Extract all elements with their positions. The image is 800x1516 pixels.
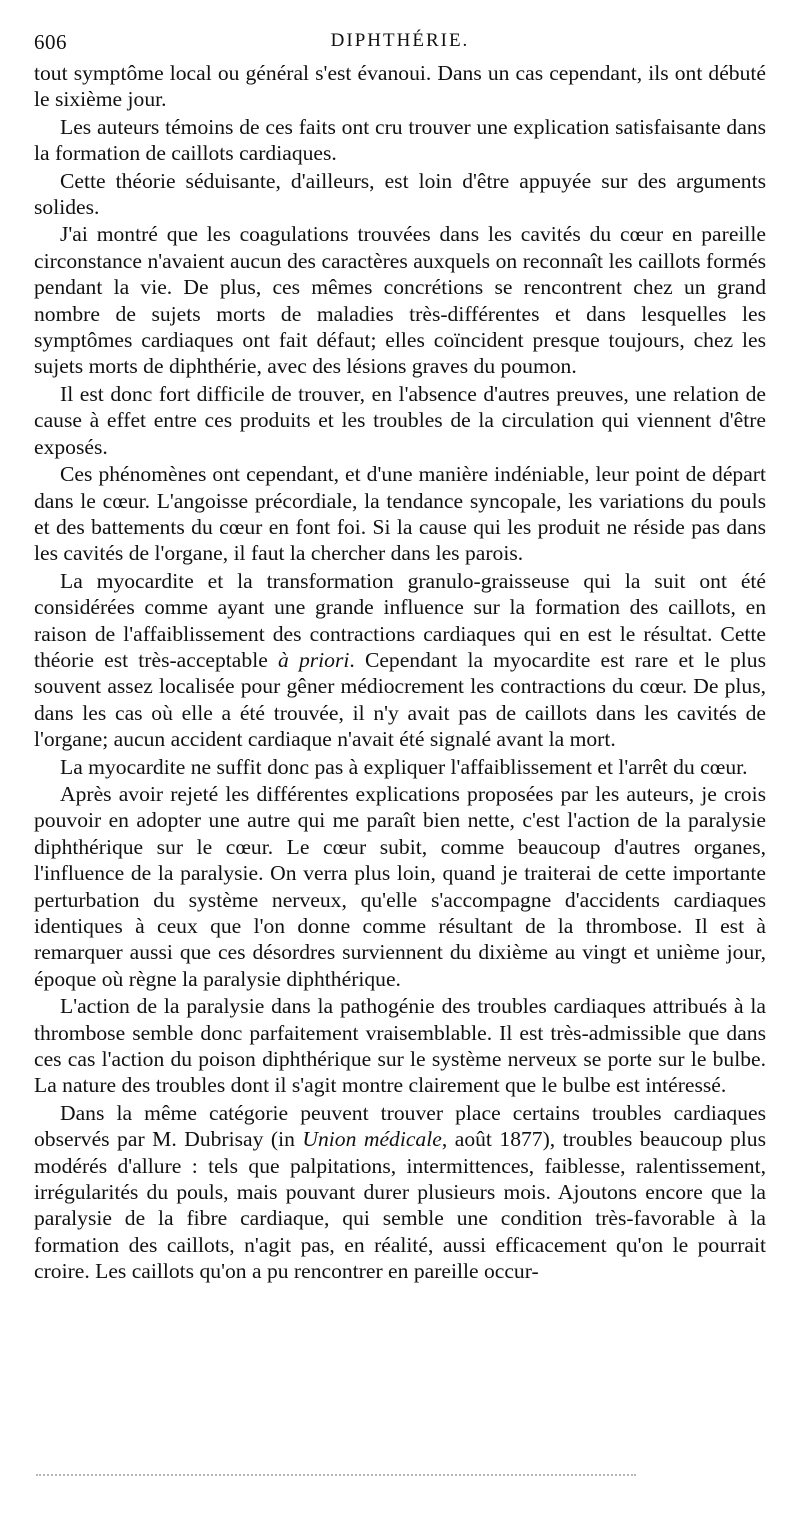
paragraph-text: J'ai montré que les coagulations trouvées dans les cavités du cœur en pareille circonstance n'avaient aucun des caractères auxquels on reconnaît les caillots formés pendant la vie. De plus, ces mêmes concrétions se rencontrent chez un grand nombre de sujets morts de maladies très-différentes et dans lesquelles les symptômes cardiaques ont fait défaut; elles coïncident presque toujours, chez les sujets morts de diphthérie, avec des lésions graves du poumon. [34, 222, 766, 379]
body-text [34, 60, 766, 1285]
paragraph [34, 1100, 766, 1285]
footer-dotted-rule [36, 1474, 636, 1478]
paragraph [34, 754, 766, 780]
paragraph [34, 461, 766, 567]
paragraph-text: La myocardite ne suffit donc pas à expliquer l'affaiblissement et l'arrêt du cœur. [60, 754, 748, 779]
italic-text: à priori [277, 647, 350, 672]
paragraph [34, 993, 766, 1099]
paragraph [34, 114, 766, 167]
paragraph-text: L'action de la paralysie dans la pathogénie des troubles cardiaques attribués à la thrombose semble donc parfaitement vraisemblable. Il est très-admissible que dans ces cas l'action du poison diphthérique sur le système nerveux se porte sur le bulbe. La nature des troubles dont il s'agit montre clairement que le bulbe est intéressé. [34, 994, 766, 1098]
paragraph-text: Dans la même catégorie peuvent trouver place certains troubles cardiaques observés par M. Dubrisay (in [34, 1100, 766, 1152]
paragraph [34, 568, 766, 753]
running-head [34, 26, 766, 60]
paragraph-text: Ces phénomènes ont cependant, et d'une manière indéniable, leur point de départ dans le cœur. L'angoisse précordiale, la tendance syncopale, les variations du pouls et des battements du cœur en font foi. Si la cause qui les produit ne réside pas dans les cavités de l'organe, il faut la chercher dans les parois. [34, 462, 766, 566]
paragraph-text: Les auteurs témoins de ces faits ont cru trouver une explication satisfaisante dans la formation de caillots cardiaques. [34, 114, 766, 166]
paragraph [34, 381, 766, 460]
running-title: DIPHTHÉRIE. [330, 30, 470, 51]
page-number: 606 [34, 30, 67, 54]
paragraph-text: . Cependant la myocardite est rare et le plus souvent assez localisée pour gêner médiocrement les contractions du cœur. De plus, dans les cas où elle a été trouvée, il n'y avait pas de caillots dans les cavités de l'organe; aucun accident cardiaque n'avait été signalé avant la mort. [34, 647, 766, 752]
paragraph [34, 221, 766, 379]
paragraph [34, 60, 766, 113]
paragraph-text: Après avoir rejeté les différentes explications proposées par les auteurs, je crois pouvoir en adopter une autre qui me paraît bien nette, c'est l'action de la paralysie diphthérique sur le cœur. Le cœur subit, comme beaucoup d'autres organes, l'influence de la paralysie. On verra plus loin, quand je traiterai de cette importante perturbation du système nerveux, qu'elle s'accompagne d'accidents cardiaques identiques à ceux que l'on donne comme résultant de la thrombose. Il est à remarquer aussi que ces désordres surviennent du dixième au vingt et unième jour, époque où règne la paralysie diphthérique. [34, 781, 766, 991]
book-page [34, 26, 766, 1285]
paragraph-text: La myocardite et la transformation granulo-graisseuse qui la suit ont été considérées comme ayant une grande influence sur la formation des caillots, en raison de l'affaiblissement des contractions cardiaques qui en est le résultat. Cette théorie est très-acceptable [34, 568, 766, 672]
italic-text: Union médicale [302, 1127, 442, 1152]
paragraph-text: , août 1877), troubles beaucoup plus modérés d'allure : tels que palpitations, intermittences, faiblesse, ralentissement, irrégularités du pouls, mais pouvant durer plusieurs mois. Ajoutons encore que la paralysie de la fibre cardiaque, qui semble une condition très-favorable à la formation des caillots, n'agit pas, en réalité, aussi efficacement qu'on le pourrait croire. Les caillots qu'on a pu rencontrer en pareille occur- [34, 1127, 766, 1284]
paragraph-text: Cette théorie séduisante, d'ailleurs, est loin d'être appuyée sur des arguments solides. [34, 168, 766, 220]
paragraph-text: Il est donc fort difficile de trouver, en l'absence d'autres preuves, une relation de cause à effet entre ces produits et les troubles de la circulation qui viennent d'être exposés. [34, 381, 766, 459]
paragraph [34, 781, 766, 992]
paragraph-text: tout symptôme local ou général s'est évanoui. Dans un cas cependant, ils ont débuté le sixième jour. [34, 61, 766, 112]
paragraph [34, 168, 766, 221]
